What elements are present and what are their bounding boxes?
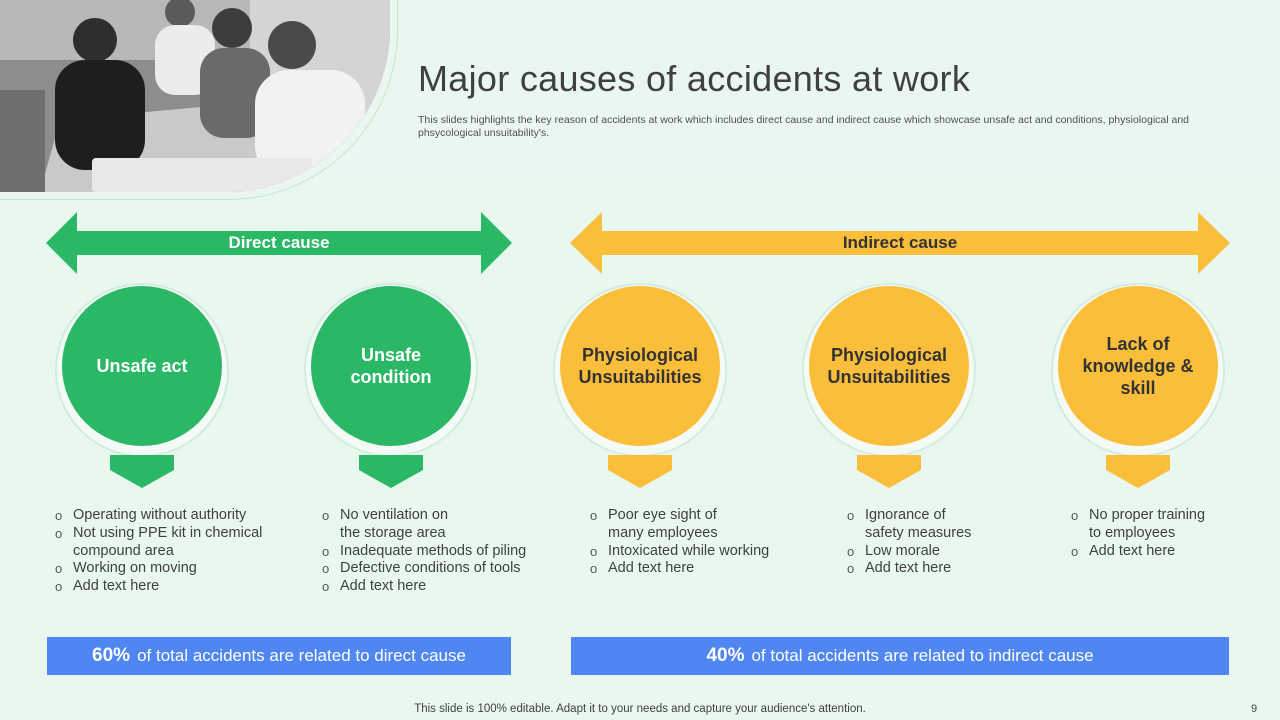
circle-label-unsafe-condition: Unsafe condition <box>350 345 432 387</box>
circle-label-lack-of-knowledge: Lack of knowledge & skill <box>1082 334 1194 398</box>
list-item: o Add text here <box>847 560 1007 578</box>
list-item: o Defective conditions of tools <box>322 560 542 578</box>
bullet-list-unsafe-act <box>55 507 265 596</box>
direct-cause-stat-text: of total accidents are related to direct cause <box>137 646 466 665</box>
circle-label-physiological-1: Physiological Unsuitabilities <box>578 345 702 387</box>
list-item: o No proper training to employees <box>1071 507 1221 543</box>
bullet-list-physiological-1 <box>590 507 790 578</box>
direct-cause-percentage: 60% <box>92 645 131 666</box>
list-item: o Add text here <box>55 578 265 596</box>
direct-cause-label: Direct cause <box>228 233 330 252</box>
list-item: o Not using PPE kit in chemical compound area <box>55 525 265 561</box>
bullet-list-physiological-2 <box>847 507 1007 578</box>
indirect-cause-stat-bar <box>571 637 1229 675</box>
list-item: o Poor eye sight of many employees <box>590 507 740 543</box>
indirect-cause-stat-text: of total accidents are related to indirect cause <box>751 646 1094 665</box>
list-item: o Working on moving <box>55 560 265 578</box>
circle-label-physiological-2: Physiological Unsuitabilities <box>827 345 951 387</box>
list-item: o No ventilation on the storage area <box>322 507 472 543</box>
list-item: o Add text here <box>1071 543 1241 561</box>
circle-label-unsafe-act: Unsafe act <box>96 356 188 376</box>
footer-note: This slide is 100% editable. Adapt it to your needs and capture your audience's attention. <box>414 703 866 715</box>
list-item: o Low morale <box>847 543 1007 561</box>
indirect-cause-label: Indirect cause <box>842 233 958 252</box>
page-description: This slides highlights the key reason of accidents at work which includes direct cause and indirect cause which showcase unsafe act and conditions, physiological and phsycological unsuitability's. <box>418 114 1190 139</box>
list-item: o Ignorance of safety measures <box>847 507 987 543</box>
page-number: 9 <box>1251 703 1258 715</box>
list-item: o Operating without authority <box>55 507 265 525</box>
indirect-cause-percentage: 40% <box>706 645 745 666</box>
list-item: o Intoxicated while working <box>590 543 790 561</box>
list-item: o Inadequate methods of piling <box>322 543 542 561</box>
page-title: Major causes of accidents at work <box>418 58 971 99</box>
list-item: o Add text here <box>590 560 790 578</box>
direct-cause-stat-bar <box>47 637 511 675</box>
list-item: o Add text here <box>322 578 542 596</box>
bullet-list-lack-of-knowledge <box>1071 507 1241 560</box>
bullet-list-unsafe-condition <box>322 507 542 596</box>
